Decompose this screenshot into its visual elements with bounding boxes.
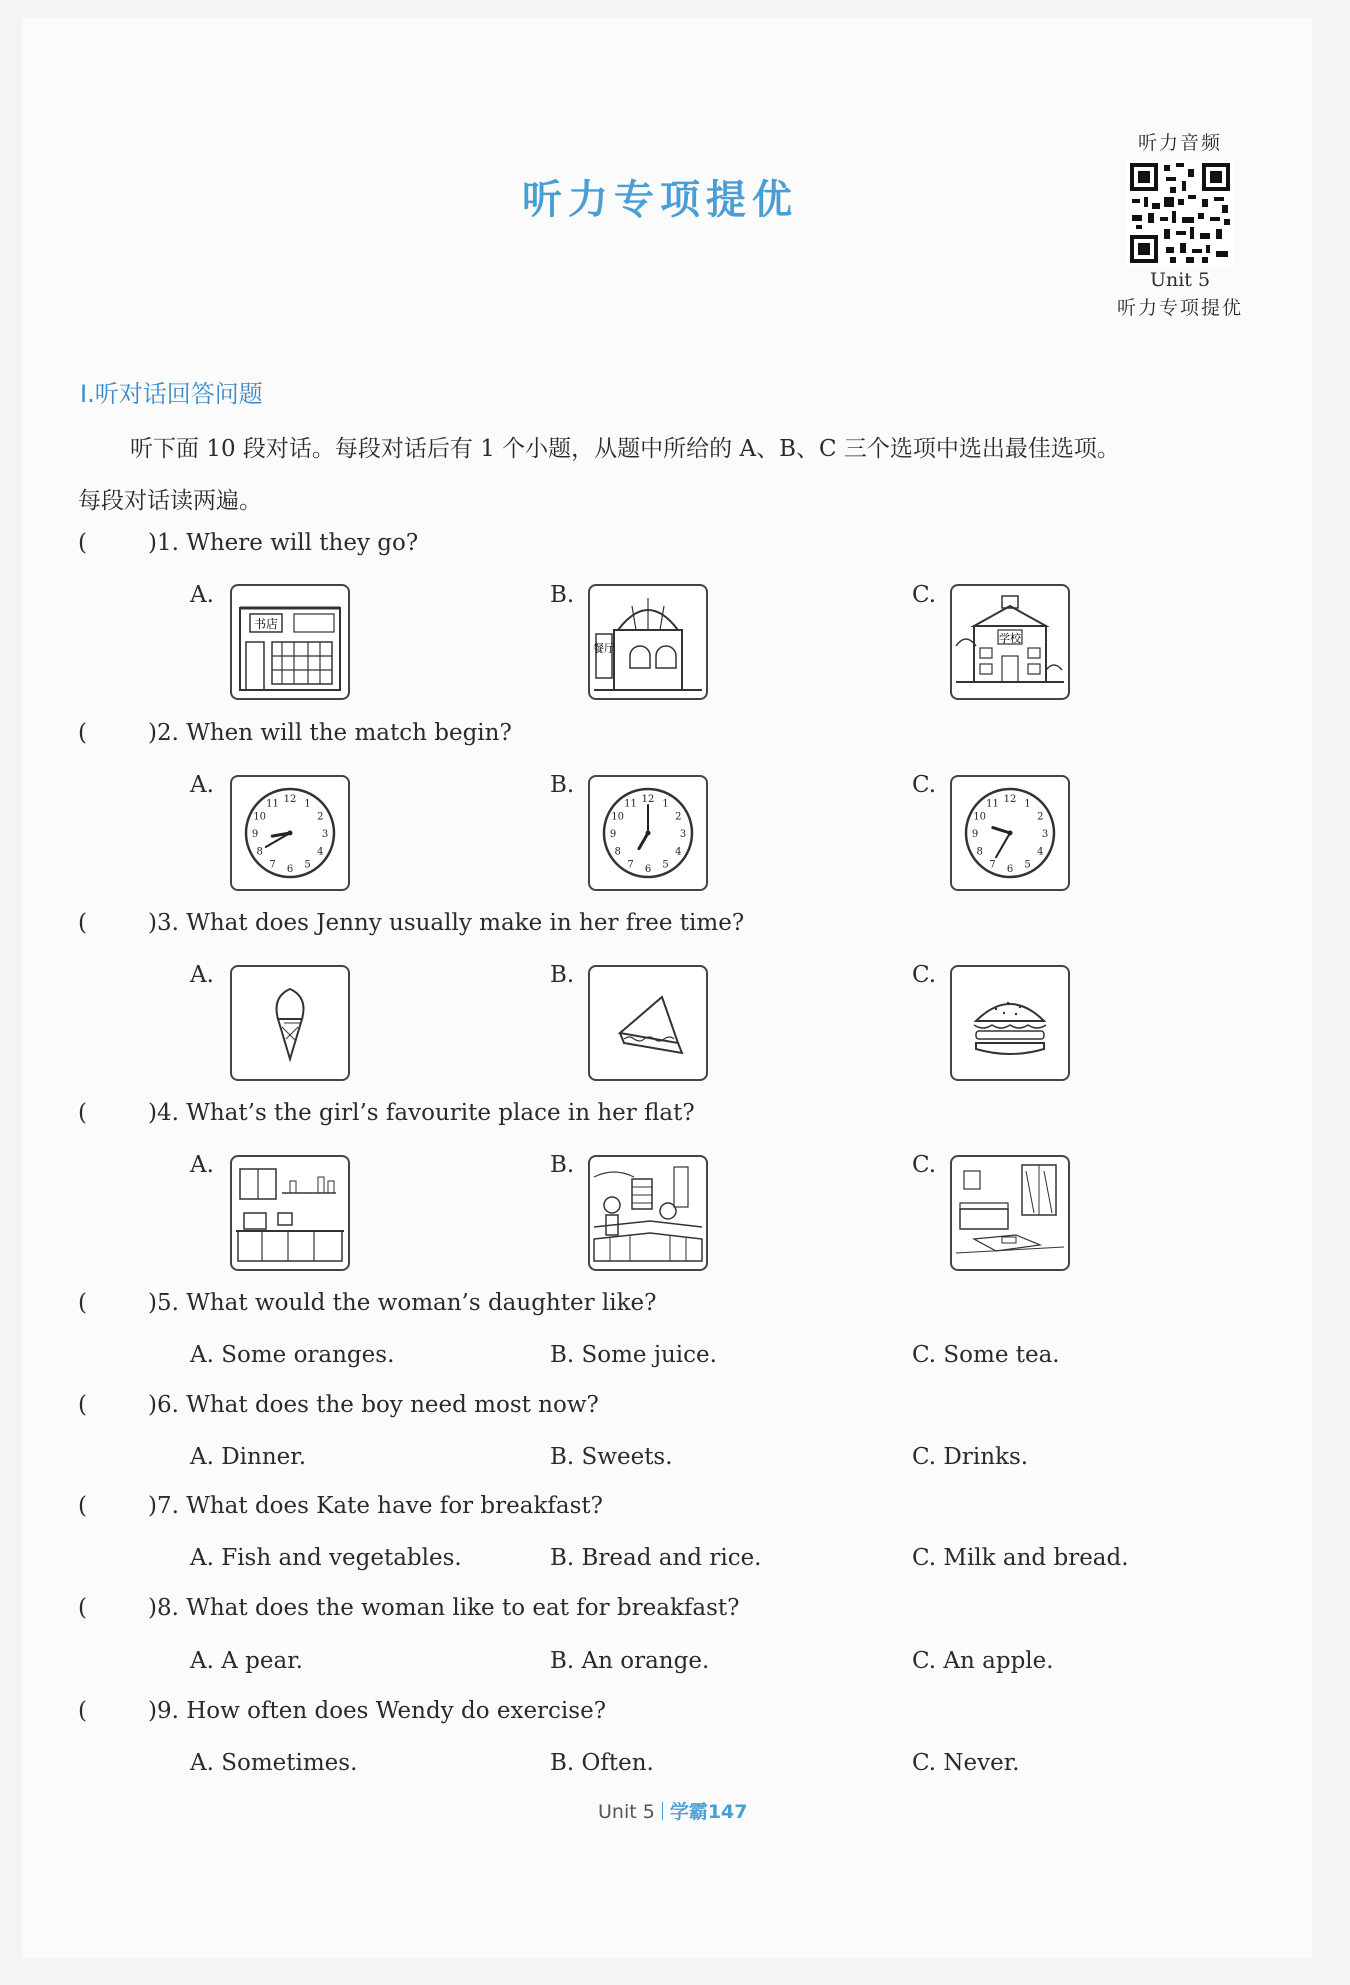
option-c[interactable]: C. Never. xyxy=(912,1750,1020,1776)
qr-caption-sub: 听力专项提优 xyxy=(1116,297,1243,319)
answer-paren[interactable]: ( xyxy=(78,1290,87,1316)
option-a-label[interactable]: A. xyxy=(190,772,214,798)
clock-numeral: 11 xyxy=(266,798,279,810)
kitchen-icon[interactable] xyxy=(230,1155,350,1271)
ice-cream-icon[interactable] xyxy=(230,965,350,1081)
bookshop-sign: 书店 xyxy=(253,617,279,631)
clock-numeral: 3 xyxy=(679,829,687,840)
hamburger-icon[interactable] xyxy=(950,965,1070,1081)
footer-divider xyxy=(662,1802,663,1820)
clock-center xyxy=(288,831,293,836)
option-c-label[interactable]: C. xyxy=(912,582,937,608)
answer-paren[interactable]: ( xyxy=(78,910,87,936)
instructions xyxy=(78,423,1278,527)
option-b[interactable]: B. Sweets. xyxy=(550,1444,673,1470)
balcony-icon[interactable] xyxy=(588,1155,708,1271)
question-7 xyxy=(78,1493,603,1519)
clock-numeral: 6 xyxy=(1006,864,1014,875)
clock-numeral: 11 xyxy=(986,798,999,810)
clock-icon[interactable] xyxy=(588,775,708,891)
clock-numeral: 5 xyxy=(662,859,669,871)
answer-paren[interactable]: ( xyxy=(78,1493,87,1519)
clock-numeral: 4 xyxy=(317,846,324,858)
clock-numeral: 1 xyxy=(1024,798,1031,810)
clock-numeral: 9 xyxy=(609,829,617,840)
option-c-label[interactable]: C. xyxy=(912,1152,937,1178)
clock-numeral: 5 xyxy=(304,859,311,871)
clock-numeral: 10 xyxy=(611,811,625,823)
qr-caption-unit: Unit 5 xyxy=(1149,269,1211,291)
option-c[interactable]: C. Milk and bread. xyxy=(912,1545,1129,1571)
option-a-label[interactable]: A. xyxy=(190,962,214,988)
clock-numeral: 7 xyxy=(269,859,276,871)
question-text: )8. What does the woman like to eat for breakfast? xyxy=(148,1595,740,1621)
clock-numeral: 2 xyxy=(675,811,682,823)
footer-brand: 学霸 xyxy=(669,1801,708,1823)
option-b[interactable]: B. Bread and rice. xyxy=(550,1545,762,1571)
clock-face-c xyxy=(952,777,1068,889)
clock-numeral: 5 xyxy=(1024,859,1031,871)
clock-numeral: 7 xyxy=(627,859,634,871)
page-number: 147 xyxy=(707,1801,748,1823)
question-text: )2. When will the match begin? xyxy=(148,720,512,746)
page-footer xyxy=(598,1797,748,1824)
option-c-label[interactable]: C. xyxy=(912,772,937,798)
clock-numeral: 1 xyxy=(304,798,311,810)
section-heading: Ⅰ.听对话回答问题 xyxy=(80,380,263,408)
qr-code-panel xyxy=(1105,128,1255,320)
clock-numeral: 8 xyxy=(976,846,983,858)
qr-code-icon[interactable] xyxy=(1126,159,1234,267)
question-text: )1. Where will they go? xyxy=(148,530,419,556)
clock-face-b xyxy=(590,777,706,889)
clock-numeral: 3 xyxy=(1041,829,1049,840)
restaurant-icon[interactable] xyxy=(588,584,708,700)
question-8 xyxy=(78,1595,740,1621)
living-room-icon[interactable] xyxy=(950,1155,1070,1271)
question-9 xyxy=(78,1698,606,1724)
question-text: )6. What does the boy need most now? xyxy=(148,1392,599,1418)
option-b[interactable]: B. An orange. xyxy=(550,1648,710,1674)
option-c[interactable]: C. Drinks. xyxy=(912,1444,1029,1470)
clock-numeral: 10 xyxy=(973,811,987,823)
question-6 xyxy=(78,1392,599,1418)
question-4 xyxy=(78,1100,695,1126)
option-a[interactable]: A. Fish and vegetables. xyxy=(190,1545,462,1571)
clock-numeral: 10 xyxy=(253,811,267,823)
option-b[interactable]: B. Some juice. xyxy=(550,1342,717,1368)
clock-numeral: 6 xyxy=(644,864,652,875)
clock-numeral: 7 xyxy=(989,859,996,871)
option-a-label[interactable]: A. xyxy=(190,582,214,608)
option-a[interactable]: A. Sometimes. xyxy=(190,1750,358,1776)
option-b-label[interactable]: B. xyxy=(550,582,575,608)
clock-numeral: 12 xyxy=(1003,794,1017,805)
option-b-label[interactable]: B. xyxy=(550,772,575,798)
option-b-label[interactable]: B. xyxy=(550,962,575,988)
clock-center xyxy=(646,831,651,836)
option-c[interactable]: C. An apple. xyxy=(912,1648,1054,1674)
clock-numeral: 12 xyxy=(283,794,297,805)
clock-icon[interactable] xyxy=(230,775,350,891)
footer-unit: Unit 5 xyxy=(598,1801,655,1823)
question-2 xyxy=(78,720,512,746)
clock-numeral: 4 xyxy=(675,846,682,858)
clock-center xyxy=(1008,831,1013,836)
question-text: )5. What would the woman’s daughter like? xyxy=(148,1290,657,1316)
answer-paren[interactable]: ( xyxy=(78,1392,87,1418)
answer-paren[interactable]: ( xyxy=(78,1698,87,1724)
clock-numeral: 6 xyxy=(286,864,294,875)
bookshop-icon[interactable] xyxy=(230,584,350,700)
minute-hand xyxy=(996,833,1010,857)
clock-numeral: 8 xyxy=(256,846,263,858)
option-a[interactable]: A. A pear. xyxy=(190,1648,303,1674)
answer-paren[interactable]: ( xyxy=(78,1100,87,1126)
clock-numeral: 3 xyxy=(321,829,329,840)
option-a[interactable]: A. Dinner. xyxy=(190,1444,307,1470)
clock-numeral: 4 xyxy=(1037,846,1044,858)
hour-hand xyxy=(639,833,648,849)
question-text: )9. How often does Wendy do exercise? xyxy=(148,1698,607,1724)
qr-caption-top: 听力音频 xyxy=(1137,132,1222,154)
question-5 xyxy=(78,1290,657,1316)
restaurant-sign: 餐厅 xyxy=(593,642,615,655)
question-text: )4. What’s the girl’s favourite place in her flat? xyxy=(148,1100,695,1126)
hour-hand xyxy=(993,828,1010,833)
question-1 xyxy=(78,530,418,556)
question-text: )3. What does Jenny usually make in her free time? xyxy=(148,910,745,936)
answer-paren[interactable]: ( xyxy=(78,530,87,556)
clock-numeral: 11 xyxy=(624,798,637,810)
question-text: )7. What does Kate have for breakfast? xyxy=(148,1493,603,1519)
answer-paren[interactable]: ( xyxy=(78,720,87,746)
option-a-label[interactable]: A. xyxy=(190,1152,214,1178)
clock-numeral: 2 xyxy=(1037,811,1044,823)
clock-face-a xyxy=(232,777,348,889)
option-a[interactable]: A. Some oranges. xyxy=(190,1342,395,1368)
option-b-label[interactable]: B. xyxy=(550,1152,575,1178)
sandwich-icon[interactable] xyxy=(588,965,708,1081)
clock-numeral: 9 xyxy=(251,829,259,840)
question-3 xyxy=(78,910,744,936)
answer-paren[interactable]: ( xyxy=(78,1595,87,1621)
option-b[interactable]: B. Often. xyxy=(550,1750,654,1776)
school-sign: 学校 xyxy=(999,632,1021,645)
clock-numeral: 9 xyxy=(971,829,979,840)
instructions-line-2: 每段对话读两遍。 xyxy=(78,488,262,514)
instructions-line-1: 听下面 10 段对话。每段对话后有 1 个小题，从题中所给的 A、B、C 三个选项中选出最佳选项。 xyxy=(130,436,1120,462)
clock-numeral: 12 xyxy=(641,794,655,805)
clock-numeral: 1 xyxy=(662,798,669,810)
clock-numeral: 2 xyxy=(317,811,324,823)
school-icon[interactable] xyxy=(950,584,1070,700)
option-c-label[interactable]: C. xyxy=(912,962,937,988)
clock-numeral: 8 xyxy=(614,846,621,858)
page-title: 听力专项提优 xyxy=(522,177,798,223)
clock-icon[interactable] xyxy=(950,775,1070,891)
option-c[interactable]: C. Some tea. xyxy=(912,1342,1060,1368)
